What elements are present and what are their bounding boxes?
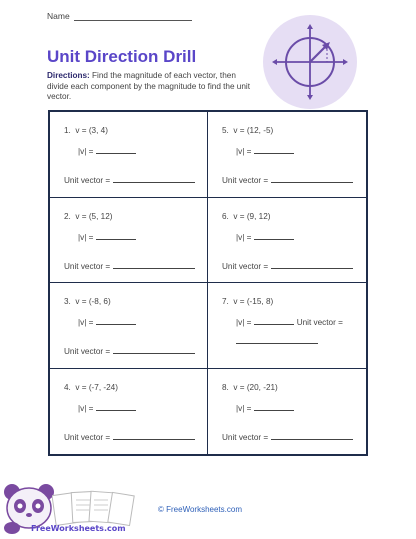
unit-circle-icon [262,14,358,110]
name-blank[interactable] [74,11,192,21]
unit-vector-row: Unit vector = [64,345,195,356]
problem-number: 6. v = (9, 12) [222,211,271,221]
problem-number: 7. v = (-15, 8) [222,297,274,306]
magnitude-blank[interactable] [254,145,294,154]
problem-cell [208,112,366,198]
problem-number: 2. v = (5, 12) [64,211,113,221]
unit-vector-blank[interactable] [271,260,353,269]
magnitude-row: |v| = [236,402,294,413]
problem-cell [50,198,208,284]
name-row [47,11,192,21]
problem-number: 8. v = (20, -21) [222,382,278,392]
name-label: Name [47,11,70,21]
unit-vector-label: Unit vector = [296,318,343,327]
problem-cell [50,112,208,198]
problem-vector: v = (9, 12) [233,211,271,221]
problem-cell [208,369,366,455]
problem-vector: v = (-7, -24) [75,382,118,392]
unit-vector-row: Unit vector = [222,174,353,185]
magnitude-blank[interactable] [96,316,136,325]
unit-vector-row: Unit vector = [64,431,195,442]
problem-cell [208,198,366,284]
problem-grid [48,110,368,456]
unit-vector-blank[interactable] [271,174,353,183]
page-title: Unit Direction Drill [47,47,197,66]
unit-vector-blank[interactable] [113,431,195,440]
problem-vector: v = (3, 4) [75,126,108,135]
problem-number: 3. v = (-8, 6) [64,297,111,306]
problem-vector: v = (-8, 6) [75,297,111,306]
unit-vector-blank[interactable] [113,174,195,183]
unit-vector-row: Unit vector = [64,260,195,271]
magnitude-blank[interactable] [96,231,136,240]
unit-vector-row: Unit vector = [222,431,353,442]
directions-text: Find the magnitude of each vector, then divide each component by the magnitude to find the unit vector. [47,71,251,102]
magnitude-row: |v| = [236,231,294,242]
unit-vector-blank[interactable] [236,335,318,344]
problem-vector: v = (-15, 8) [233,297,274,306]
unit-vector-blank[interactable] [113,260,195,269]
problem-vector: v = (20, -21) [233,382,278,392]
problem-number: 5. v = (12, -5) [222,126,274,135]
magnitude-row: |v| = [78,231,136,242]
directions [47,71,259,103]
footer-link[interactable]: © FreeWorksheets.com [158,505,242,514]
magnitude-row: |v| = [78,316,136,327]
magnitude-blank[interactable] [254,316,294,325]
magnitude-row: |v| = [78,145,136,156]
problem-cell [50,283,208,369]
problem-cell [208,283,366,369]
problem-number: 1. v = (3, 4) [64,126,108,135]
problem-number: 4. v = (-7, -24) [64,382,118,392]
magnitude-blank[interactable] [254,231,294,240]
unit-vector-blank[interactable] [113,345,195,354]
magnitude-row: |v| = [78,402,136,413]
unit-vector-row: Unit vector = [222,260,353,271]
problem-vector: v = (5, 12) [75,211,113,221]
brand-logo: FreeWorksheets.com [31,524,126,533]
magnitude-blank[interactable] [254,402,294,411]
magnitude-row: |v| = [236,145,294,156]
directions-label: Directions: [47,71,90,80]
unit-vector-blank[interactable] [271,431,353,440]
magnitude-blank[interactable] [96,145,136,154]
magnitude-row: |v| = Unit vector = [236,318,343,327]
problem-vector: v = (12, -5) [233,126,274,135]
problem-cell [50,369,208,455]
unit-vector-row: Unit vector = [64,174,195,185]
magnitude-blank[interactable] [96,402,136,411]
